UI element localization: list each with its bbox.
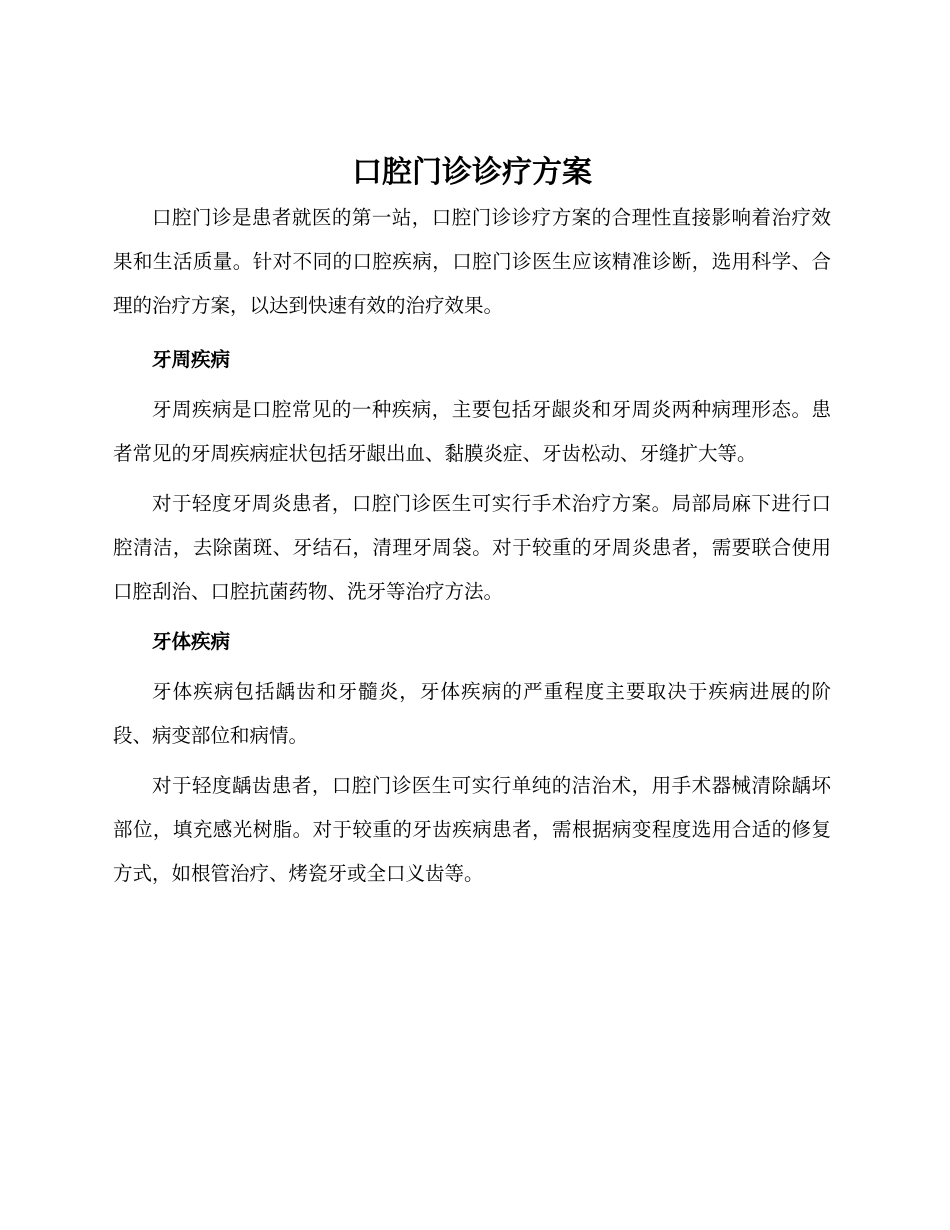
section-dental	[113, 620, 831, 896]
section-periodontal	[113, 338, 831, 614]
spacer	[113, 328, 831, 338]
document-title: 口腔门诊诊疗方案	[352, 155, 592, 190]
section-paragraph: 对于轻度牙周炎患者，口腔门诊医生可实行手术治疗方案。局部局麻下进行口腔清洁，去除菌斑、牙结石，清理牙周袋。对于较重的牙周炎患者，需要联合使用口腔刮治、口腔抗菌药物、洗牙等治疗方法。	[113, 492, 831, 603]
section-heading: 牙体疾病	[152, 630, 231, 653]
section-paragraph: 牙周疾病是口腔常见的一种疾病，主要包括牙龈炎和牙周炎两种病理形态。患者常见的牙周疾病症状包括牙龈出血、黏膜炎症、牙齿松动、牙缝扩大等。	[113, 398, 831, 465]
intro-paragraph: 口腔门诊是患者就医的第一站，口腔门诊诊疗方案的合理性直接影响着治疗效果和生活质量。针对不同的口腔疾病，口腔门诊医生应该精准诊断，选用科学、合理的治疗方案，以达到快速有效的治疗效果。	[113, 206, 831, 317]
section-heading: 牙周疾病	[152, 348, 231, 371]
section-paragraph: 对于轻度龋齿患者，口腔门诊医生可实行单纯的洁治术，用手术器械清除龋坏部位，填充感光树脂。对于较重的牙齿疾病患者，需根据病变程度选用合适的修复方式，如根管治疗、烤瓷牙或全口义齿等。	[113, 774, 831, 885]
document-page	[113, 150, 831, 896]
section-paragraph: 牙体疾病包括龋齿和牙髓炎，牙体疾病的严重程度主要取决于疾病进展的阶段、病变部位和病情。	[113, 680, 831, 747]
